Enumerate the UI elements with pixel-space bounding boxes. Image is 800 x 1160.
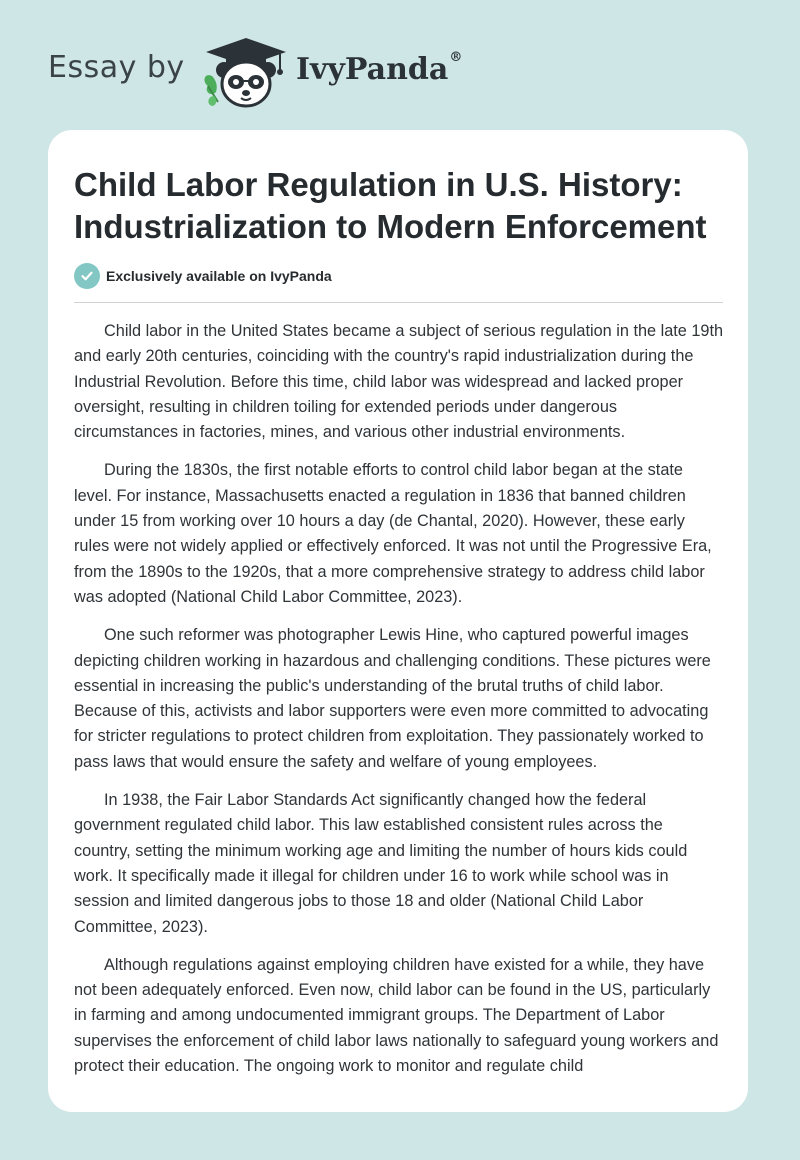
divider [74,302,723,303]
site-header [0,0,800,130]
paragraph-4: In 1938, the Fair Labor Standards Act significantly changed how the federal government regulated child labor. This law established consistent rules across the country, setting the minimum working age and limiting the number of hours kids could work. It specifically made it illegal for children under 16 to work while school was in session and limited dangerous jobs to those 18 and older (National Child Labor Committee, 2023). [74,791,688,936]
paragraph-5: Although regulations against employing children have existed for a while, they have not been adequately enforced. Even now, child labor can be found in the US, particularly in farming and among undocumented immigrant groups. The Department of Labor supervises the enforcement of child labor laws nationally to safeguard young workers and protect their education. The ongoing work to monitor and regulate child [74,955,719,1076]
check-icon [74,263,100,289]
exclusive-badge [74,263,332,289]
exclusive-label: Exclusively available on IvyPanda [106,268,332,284]
paragraph-2: During the 1830s, the first notable efforts to control child labor began at the state level. For instance, Massachusetts enacted a regulation in 1836 that banned children under 15 from working over 10 hours a day (de Chantal, 2020). However, these early rules were not widely applied or effectively enforced. It was not until the Progressive Era, from the 1890s to the 1920s, that a more comprehensive strategy to address child labor was adopted (National Child Labor Committee, 2023). [74,461,712,606]
brand-label: IvyPanda [296,52,449,87]
article-title: Child Labor Regulation in U.S. History: Industrialization to Modern Enforcement [74,166,707,245]
panda-logo-icon [198,36,294,110]
trademark-symbol: ® [449,50,463,65]
essay-by-label: Essay by [48,50,185,85]
paragraph-1: Child labor in the United States became a subject of serious regulation in the late 19th and early 20th centuries, coinciding with the country's rapid industrialization during the Industrial Revolution. Before this time, child labor was widespread and lacked proper oversight, resulting in children toiling for extended periods under dangerous circumstances in factories, mines, and various other industrial environments. [74,322,724,442]
brand-name[interactable] [296,52,462,87]
article-card [48,130,748,1112]
paragraph-3: One such reformer was photographer Lewis Hine, who captured powerful images depicting children working in hazardous and challenging conditions. These pictures were essential in increasing the public's understanding of the brutal truths of child labor. Because of this, activists and labor supporters were even more committed to advocating for stricter regulations to protect children from exploitation. They passionately worked to pass laws that would ensure the safety and welfare of young employees. [74,626,711,771]
article-body [74,319,724,1092]
